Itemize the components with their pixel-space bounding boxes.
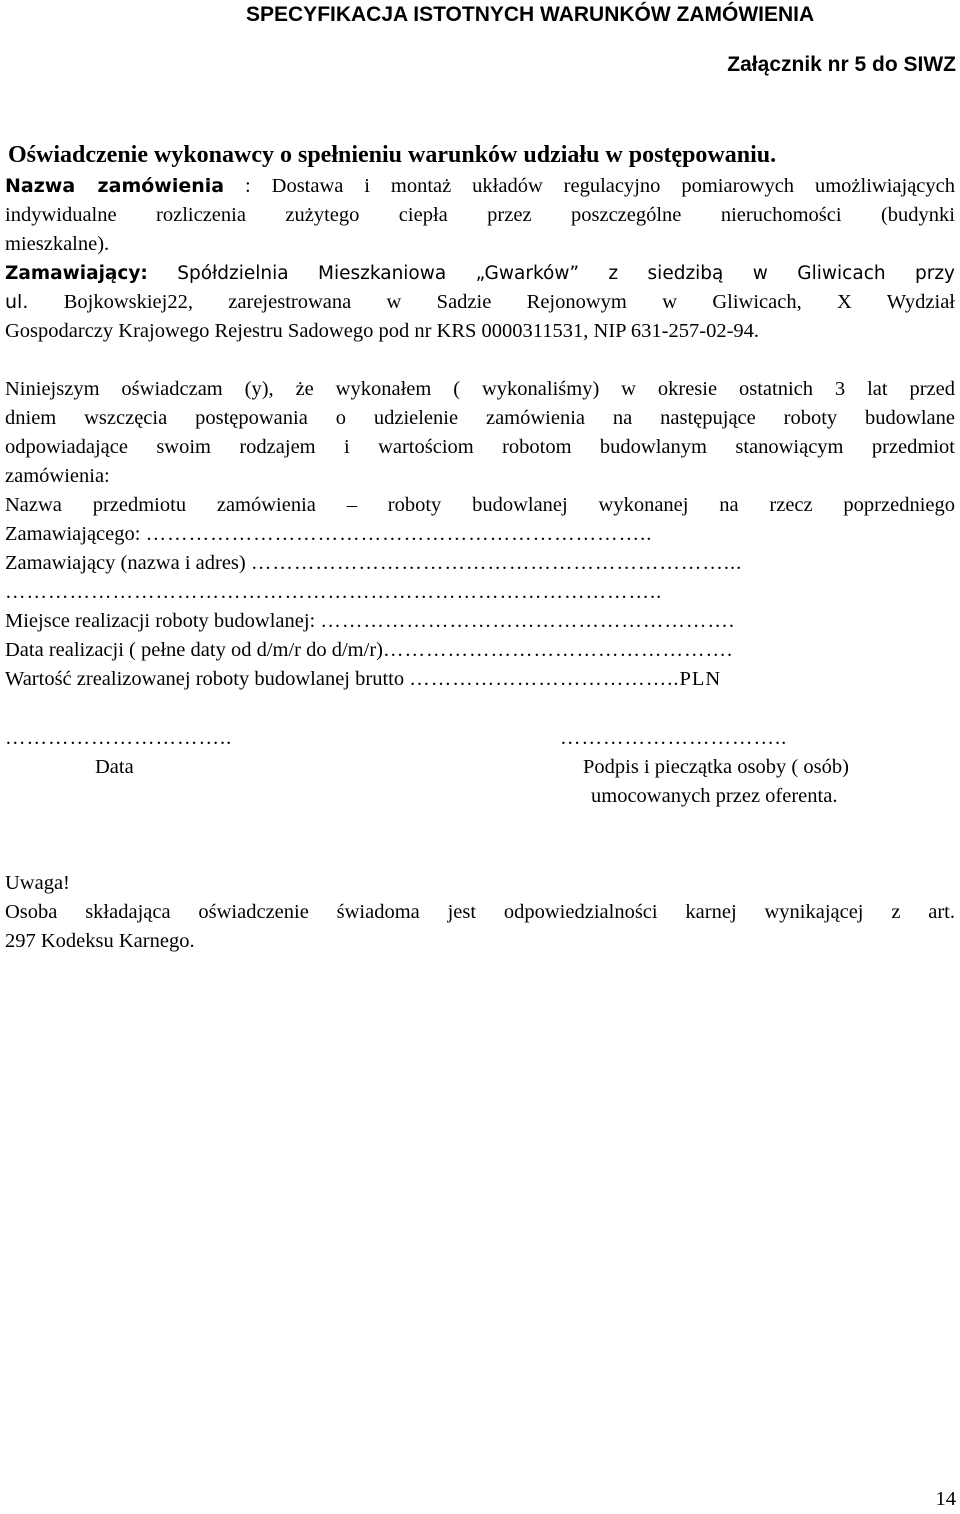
subject-field-line-2: Zamawiającego: …………………………………………………………….. <box>5 523 653 545</box>
order-line-3: mieszkalne). <box>5 233 110 255</box>
statement-line-4: zamówienia: <box>5 465 110 487</box>
order-line-2: indywidualne rozliczenia zużytego ciepła przez poszczególne nieruchomości (budynki <box>5 204 955 226</box>
signature-sign-label-1: Podpis i pieczątka osoby ( osób) <box>583 756 849 778</box>
note-line-2: 297 Kodeksu Karnego. <box>5 930 195 952</box>
place-dots: …………………………………………………. <box>320 610 735 632</box>
order-label: Nazwa zamówienia <box>5 175 225 197</box>
client-line-3: Gospodarczy Krajowego Rejestru Sadowego pod nr KRS 0000311531, NIP 631-257-02-94. <box>5 320 760 342</box>
client-line-2: ul. Bojkowskiej22, zarejestrowana w Sadzie Rejonowym w Gliwicach, X Wydział <box>5 291 955 313</box>
page-number: 14 <box>935 1488 956 1510</box>
place-field: Miejsce realizacji roboty budowlanej: …………………………………………………. <box>5 610 735 632</box>
client-field: Zamawiający (nazwa i adres) …………………………………………………………... <box>5 552 743 574</box>
note-title: Uwaga! <box>5 872 70 894</box>
signature-date-dots: ………………………….. <box>5 727 233 749</box>
signature-sign-label-2: umocowanych przez oferenta. <box>591 785 838 807</box>
client-label: Zamawiający: <box>5 263 148 284</box>
date-dots: …………………………………………. <box>382 639 734 661</box>
client-dots: …………………………………………………………... <box>250 552 743 574</box>
subject-field-line-1: Nazwa przedmiotu zamówienia – roboty budowlanej wykonanej na rzecz poprzedniego <box>5 494 955 516</box>
document-title: Oświadczenie wykonawcy o spełnieniu warunków udziału w postępowaniu. <box>8 142 777 168</box>
value-field: Wartość zrealizowanej roboty budowlanej brutto ………………………………..PLN <box>5 668 722 690</box>
signature-date-label: Data <box>95 756 134 778</box>
statement-line-1: Niniejszym oświadczam (y), że wykonałem ( wykonaliśmy) w okresie ostatnich 3 lat przed <box>5 378 955 400</box>
attachment-label: Załącznik nr 5 do SIWZ <box>727 53 956 76</box>
signature-sign-dots: ………………………….. <box>560 727 788 749</box>
note-line-1: Osoba składająca oświadczenie świadoma jest odpowiedzialności karnej wynikającej z art. <box>5 901 955 923</box>
date-field: Data realizacji ( pełne daty od d/m/r do d/m/r)…………………………………………. <box>5 639 734 661</box>
order-line-1: Nazwa zamówienia : Dostawa i montaż układów regulacyjno pomiarowych umożliwiających <box>5 175 955 197</box>
value-dots: ………………………………..PLN <box>409 668 722 690</box>
subject-dots: …………………………………………………………….. <box>145 523 653 545</box>
statement-line-2: dniem wszczęcia postępowania o udzielenie zamówienia na następujące roboty budowlane <box>5 407 955 429</box>
statement-line-3: odpowiadające swoim rodzajem i wartościom robotom budowlanym stanowiącym przedmiot <box>5 436 955 458</box>
document-header-title: SPECYFIKACJA ISTOTNYCH WARUNKÓW ZAMÓWIENIA <box>246 3 815 26</box>
client-dots-line-2: ……………………………………………………………………………….. <box>5 581 663 603</box>
client-line-1: Zamawiający: Spółdzielnia Mieszkaniowa „Gwarków” z siedzibą w Gliwicach przy <box>5 263 955 284</box>
